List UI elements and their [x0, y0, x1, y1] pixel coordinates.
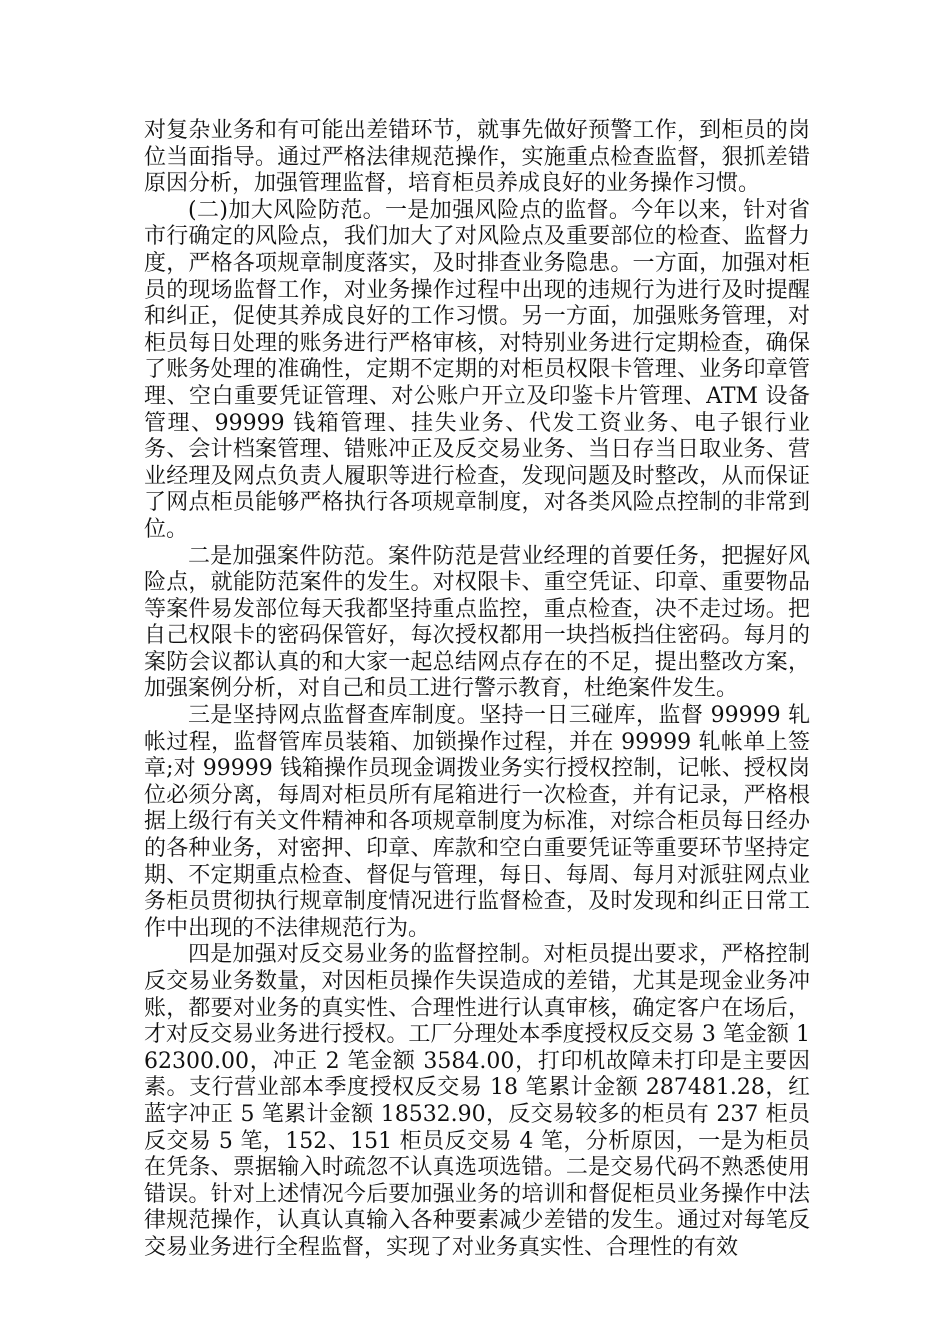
paragraph-continuation: 对复杂业务和有可能出差错环节，就事先做好预警工作，到柜员的岗位当面指导。通过严格法律规范操作，实施重点检查监督，狠抓差错原因分析，加强管理监督，培育柜员养成良好的业务操作习惯。: [144, 118, 810, 197]
paragraph-vault-supervision: 三是坚持网点监督查库制度。坚持一日三碰库，监督 99999 轧帐过程，监督管库员装箱、加锁操作过程，并在 99999 轧帐单上签章;对 99999 钱箱操作员现金调拨业务实行授权控制，记帐、授权岗位必须分离，每周对柜员所有尾箱进行一次检查，并有记录，严格根据上级行有关文件精神和各项规章制度为标准，对综合柜员每日经办的各种业务，对密押、印章、库款和空白重要凭证等重要环节坚持定期、不定期重点检查、督促与管理，每日、每周、每月对派驻网点业务柜员贯彻执行规章制度情况进行监督检查，及时发现和纠正日常工作中出现的不法律规范行为。: [144, 703, 810, 941]
document-page: [144, 118, 810, 1262]
paragraph-reverse-transaction: 四是加强对反交易业务的监督控制。对柜员提出要求，严格控制反交易业务数量，对因柜员操作失误造成的差错，尤其是现金业务冲账，都要对业务的真实性、合理性进行认真审核，确定客户在场后，才对反交易业务进行授权。工厂分理处本季度授权反交易 3 笔金额 162300.00，冲正 2 笔金额 3584.00，打印机故障未打印是主要因素。支行营业部本季度授权反交易 18 笔累计金额 287481.28，红蓝字冲正 5 笔累计金额 18532.90，反交易较多的柜员有 237 柜员反交易 5 笔，152、151 柜员反交易 4 笔，分析原因，一是为柜员在凭条、票据输入时疏忽不认真选项选错。二是交易代码不熟悉使用错误。针对上述情况今后要加强业务的培训和督促柜员业务操作中法律规范操作，认真认真输入各种要素减少差错的发生。通过对每笔反交易业务进行全程监督，实现了对业务真实性、合理性的有效: [144, 942, 810, 1260]
paragraph-case-prevention: 二是加强案件防范。案件防范是营业经理的首要任务，把握好风险点，就能防范案件的发生。对权限卡、重空凭证、印章、重要物品等案件易发部位每天我都坚持重点监控，重点检查，决不走过场。把自己权限卡的密码保管好，每次授权都用一块挡板挡住密码。每月的案防会议都认真的和大家一起总结网点存在的不足，提出整改方案，加强案例分析，对自己和员工进行警示教育，杜绝案件发生。: [144, 543, 810, 702]
paragraph-risk-prevention: (二)加大风险防范。一是加强风险点的监督。今年以来，针对省市行确定的风险点，我们加大了对风险点及重要部位的检查、监督力度，严格各项规章制度落实，及时排查业务隐患。一方面，加强对柜员的现场监督工作，对业务操作过程中出现的违规行为进行及时提醒和纠正，促使其养成良好的工作习惯。另一方面，加强账务管理，对柜员每日处理的账务进行严格审核，对特别业务进行定期检查，确保了账务处理的准确性，定期不定期的对柜员权限卡管理、业务印章管理、空白重要凭证管理、对公账户开立及印鉴卡片管理、ATM 设备管理、99999 钱箱管理、挂失业务、代发工资业务、电子银行业务、会计档案管理、错账冲正及反交易业务、当日存当日取业务、营业经理及网点负责人履职等进行检查，发现问题及时整改，从而保证了网点柜员能够严格执行各项规章制度，对各类风险点控制的非常到位。: [144, 197, 810, 542]
